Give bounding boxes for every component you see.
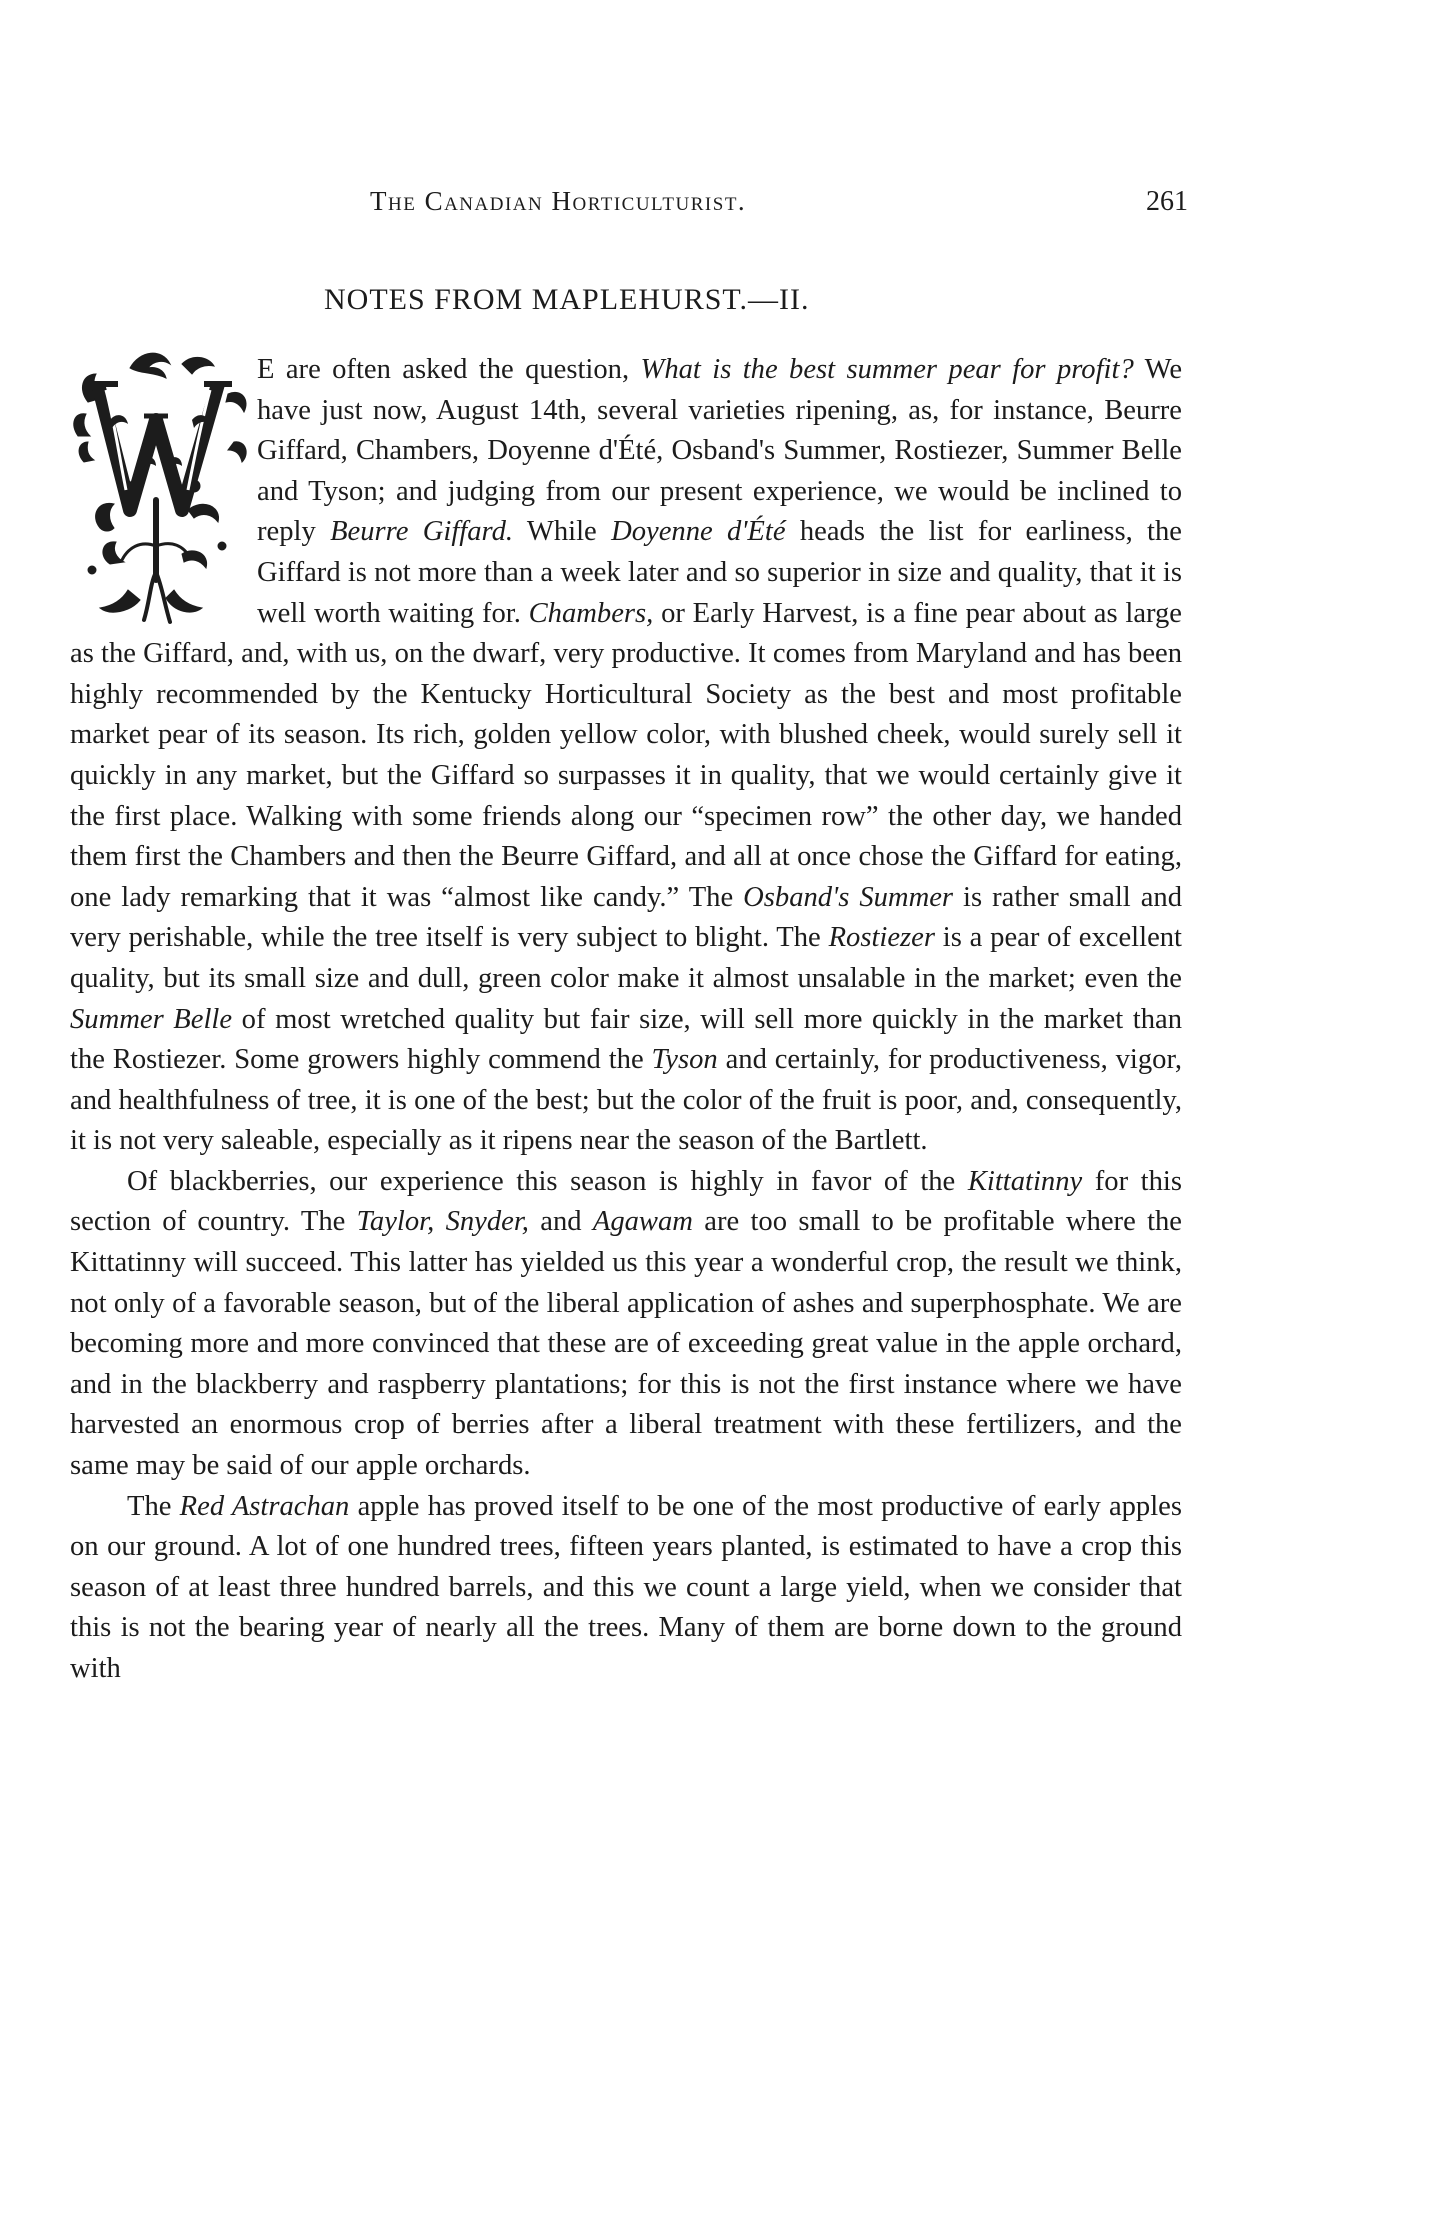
text-run: We have just now, August 14th, several varieties ripening, as, for instance, Beurre Giffard, Chambers, Doyenne d'Été, Osband's Summer, Rostiezer, Summer Belle and Tyson; and judging from our present experience, we would be inclined to reply — [257, 354, 1183, 548]
emphasis: Red Astrachan — [179, 1490, 350, 1522]
text-run: for this section of country. The — [70, 1165, 1182, 1238]
article-body — [70, 350, 1182, 1690]
emphasis: Kittatinny — [967, 1165, 1083, 1197]
emphasis: What is the best summer pear for profit? — [640, 354, 1134, 385]
text-run: is rather small and very perishable, while the tree itself is very subject to blight. The — [70, 881, 1182, 954]
text-run: of most wretched quality but fair size, will sell more quickly in the market than the Rostiezer. Some growers highly commend the — [70, 1003, 1183, 1076]
emphasis: Osband's Summer — [743, 881, 954, 913]
text-run: Of blackberries, our experience this season is highly in favor of the — [127, 1165, 968, 1197]
emphasis: Taylor, Snyder, — [356, 1206, 529, 1238]
emphasis: Agawam — [592, 1206, 693, 1238]
emphasis: Beurre Giffard. — [330, 516, 514, 548]
text-run: is a pear of excellent quality, but its small size and dull, green color make it almost unsalable in the market; even the — [70, 922, 1182, 994]
text-run: E are often asked the question, — [257, 354, 641, 385]
page-number: 261 — [1146, 186, 1188, 217]
text-run: and — [528, 1206, 593, 1238]
text-run: and certainly, for productiveness, vigor, and healthfulness of tree, it is one of the best; but the color of the fruit is poor, and, consequently, it is not very saleable, especially as it ripens near the season of the Bartlett. — [70, 1044, 1182, 1157]
article-title: NOTES FROM MAPLEHURST.—II. — [324, 283, 810, 316]
running-head: The Canadian Horticulturist. — [370, 186, 747, 216]
text-run: apple has proved itself to be one of the most productive of early apples on our ground. A lot of one hundred trees, fifteen years planted, is estimated to have a crop this season of at least three hundred barrels, and this we count a large yield, when we consider that this is not the bearing year of nearly all the trees. Many of them are borne down to the ground with — [70, 1490, 1182, 1684]
text-run: heads the list for earliness, the Giffard is not more than a week later and so superior in size and quality, that it is well worth waiting for. — [257, 516, 1182, 629]
text-run: While — [513, 516, 612, 548]
emphasis: Tyson — [651, 1044, 718, 1076]
ornamental-initial-w — [70, 350, 252, 634]
paragraph-3 — [70, 1487, 1182, 1690]
text-run: are too small to be profitable where the Kittatinny will succeed. This latter has yielded us this year a wonderful crop, the result we think, not only of a favorable season, but of the liberal application of ashes and superphosphate. We are becoming more and more convinced that these are of exceeding great value in the apple orchard, and in the blackberry and raspberry plantations; for this is not the first instance where we have harvested an enormous crop of berries after a liberal treatment with these fertilizers, and the same may be said of our apple orchards. — [70, 1206, 1183, 1482]
emphasis: Chambers, — [528, 597, 654, 629]
text-run: The — [127, 1490, 180, 1522]
emphasis: Doyenne d'Été — [611, 516, 786, 548]
emphasis: Rostiezer — [828, 922, 935, 954]
emphasis: Summer Belle — [70, 1003, 233, 1035]
text-run: or Early Harvest, is a fine pear about as large as the Giffard, and, with us, on the dwarf, very productive. It comes from Maryland and has been highly recommended by the Kentucky Horticultural Society as the best and most profitable market pear of its season. Its rich, golden yellow color, with blushed cheek, would surely sell it quickly in any market, but the Giffard so surpasses it in quality, that we would certainly give it the first place. Walking with some friends along our “specimen row” the other day, we handed them first the Chambers and then the Beurre Giffard, and all at once chose the Giffard for eating, one lady remarking that it was “almost like candy.” The — [70, 597, 1182, 913]
paragraph-2 — [70, 1162, 1182, 1487]
